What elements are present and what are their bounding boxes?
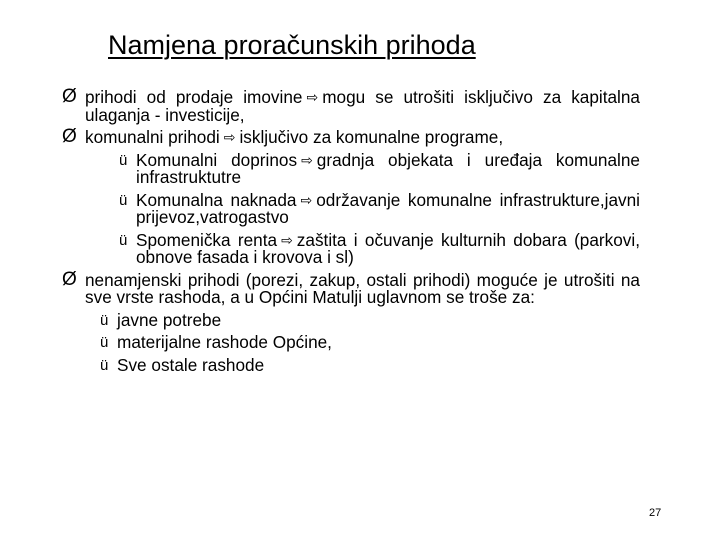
slide-content <box>62 86 640 379</box>
arrow-right-icon: ⇨ <box>300 191 313 208</box>
page-number: 27 <box>649 507 662 519</box>
list-item <box>100 354 640 375</box>
checkmark-icon: ü <box>119 151 128 169</box>
slide-title: Namjena proračunskih prihoda <box>108 30 476 60</box>
list-item <box>100 334 640 352</box>
item-text: prihodi od prodaje imovine <box>85 87 303 107</box>
list-item <box>62 86 640 125</box>
item-text: komunalni prihodi <box>85 127 220 147</box>
arrow-bullet-icon: Ø <box>62 268 77 290</box>
arrow-right-icon: ⇨ <box>281 231 293 248</box>
checkmark-icon: ü <box>119 191 128 209</box>
list-item <box>100 309 640 330</box>
item-text: javne potrebe <box>117 309 222 330</box>
checkmark-icon: ü <box>100 311 109 329</box>
item-text: nenamjenski prihodi (porezi, zakup, ostali prihodi) moguće je utrošiti na sve vrste rashoda, a u Općini Matulji uglavnom se troše za: <box>85 269 640 307</box>
item-text: isključivo za komunalne programe, <box>239 127 504 147</box>
list-item <box>119 189 640 227</box>
list-item <box>62 268 640 307</box>
item-text: Komunalni doprinos <box>136 149 298 170</box>
arrow-right-icon: ⇨ <box>306 89 319 105</box>
item-text: Komunalna naknada <box>136 189 297 210</box>
checkmark-icon: ü <box>100 334 109 351</box>
item-text: zaštita i očuvanje kulturnih dobara (parkovi, obnove fasada i krovova i sl) <box>136 229 640 267</box>
arrow-right-icon: ⇨ <box>301 151 313 168</box>
arrow-bullet-icon: Ø <box>62 86 77 107</box>
item-text: održavanje komunalne infrastrukture,javni prijevoz,vatrogastvo <box>136 189 640 227</box>
arrow-bullet-icon: Ø <box>62 126 77 147</box>
list-item <box>119 229 640 267</box>
arrow-right-icon: ⇨ <box>223 129 236 145</box>
checkmark-icon: ü <box>100 356 109 374</box>
item-text: Sve ostale rashode <box>117 354 265 375</box>
item-text: gradnja objekata i uređaja komunalne infrastruktutre <box>136 149 640 187</box>
checkmark-icon: ü <box>119 231 128 249</box>
list-item <box>119 149 640 187</box>
item-text: mogu se utrošiti isključivo za kapitalna ulaganja - investicije, <box>85 87 640 125</box>
list-item <box>62 126 640 147</box>
item-text: Spomenička renta <box>136 229 278 250</box>
item-text: materijalne rashode Općine, <box>117 332 332 352</box>
